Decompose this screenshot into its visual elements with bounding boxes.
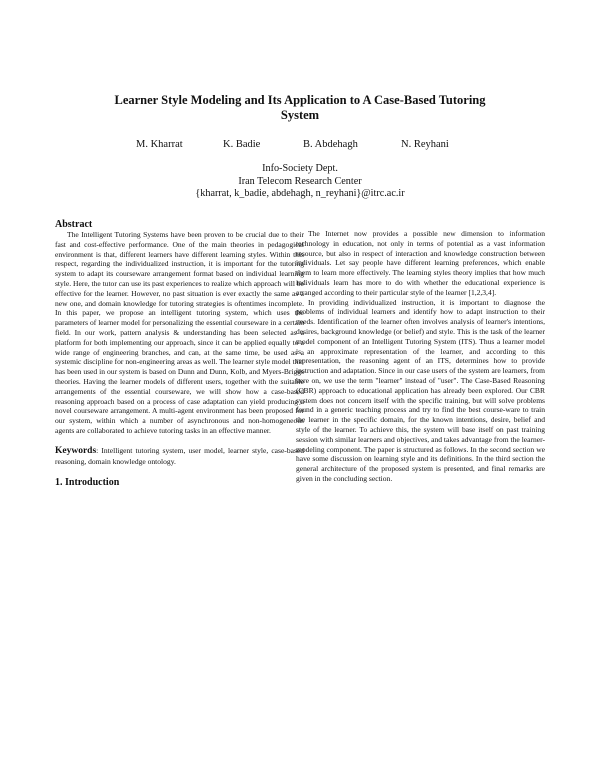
abstract-heading: Abstract	[55, 219, 93, 230]
left-column	[55, 219, 304, 488]
affiliation-dept: Info-Society Dept.	[262, 163, 338, 174]
right-column	[296, 229, 545, 484]
author-name: N. Reyhani	[401, 139, 449, 150]
affiliation-emails: {kharrat, k_badie, abdehagh, n_reyhani}@itrc.ac.ir	[195, 188, 405, 199]
paper-title: Learner Style Modeling and Its Application to A Case-Based Tutoring System	[114, 93, 486, 122]
affiliation-center: Iran Telecom Research Center	[238, 175, 362, 187]
abstract-text: The Intelligent Tutoring Systems have been proven to be crucial due to their fast and cost-effective performance. One of the main theories in pedagogical environment is that, different learners have different learning styles. Within this respect, regarding the individualized instruction, it is important for the tutoring system to adapt its courseware arrangement format based on individual learning style. Here, the tutor can use its past experiences to realize which approach will be effective for the learner. However, no past situation is ever exactly the same as a new one, and domain knowledge for tutoring strategies is oftentimes incomplete. In this paper, we propose an intelligent tutoring system, which uses the parameters of learner model for personalizing the essential courseware in a certain field. In our work, pattern analysis & understanding has been selected as a platform for both implementing our approach, since it can be applied equally to a wide range of engineering branches, and can, at the same time, be used as a systemic discipline for non-engineering areas as well. The learner style model that has been used in our system is based on Dunn and Dunn, Kolb, and Myers-Briggs theories. Having the learner models of different users, together with the suitable arrangements of the essential courseware, we will show how a case-based reasoning approach based on a process of case adaptation can yield producing a novel courseware arrangement. A multi-agent environment has been proposed for our system, within which a number of asynchronous and non-homogeneous agents are collaborated to achieve tutoring tasks in an effective manner.	[55, 230, 304, 435]
body-paragraph: The Internet now provides a possible new dimension to information technology in education, not only in terms of potential as a vast information resource, but also in respect of interaction and knowledge construction between individuals. Let say people have different learning preferences, which enable them to learn more effectively. The learning styles theory implies that how much individuals learn has more to do with whether the educational experience is arranged according to their particular style of the learner [1,2,3,4].	[296, 229, 545, 297]
author-name: M. Kharrat	[136, 139, 183, 150]
section-heading: 1. Introduction	[55, 477, 120, 489]
affiliation	[150, 163, 450, 201]
keywords-text: : Intelligent tutoring system, user model, learner style, case-based reasoning, domain knowledge ontology.	[55, 445, 304, 466]
author-name: K. Badie	[223, 139, 261, 150]
keywords	[55, 446, 304, 467]
body-paragraph: In providing individualized instruction, it is important to diagnose the problems of individual learners and identify how to adapt instruction to their needs. Identification of the learner often involves analysis of learner's intentions, desires, background knowledge (or belief) and style. This is the task of the learner model component of an Intelligent Tutoring System (ITS). Thus a learner model is an approximate representation of the learner, and according to this representation, the reasoning agent of an ITS, determines how to provide instruction and adaptation. Since in our case users of the system are learners, from here on, we use the term "learner" instead of "user". The Case-Based Reasoning (CBR) approach to educational application has already been explored. Our CBR system does not concern itself with the specific training, but will solve problems found in a generic teaching process and try to find the best course-ware to train the learner in the specific domain, for the known intentions, desire, belief and style of the learner. To achieve this, the system will base itself on past training session with similar learners and objectives, and takes advantage from the learner-modeling component. The paper is structured as follows. In the second section we have some discussion on learning style and its definitions. In the third section the general architecture of the proposed system is presented, and final remarks are given in the concluding section.	[296, 297, 545, 483]
keywords-label: Keywords	[55, 445, 97, 456]
author-name: B. Abdehagh	[303, 139, 358, 150]
